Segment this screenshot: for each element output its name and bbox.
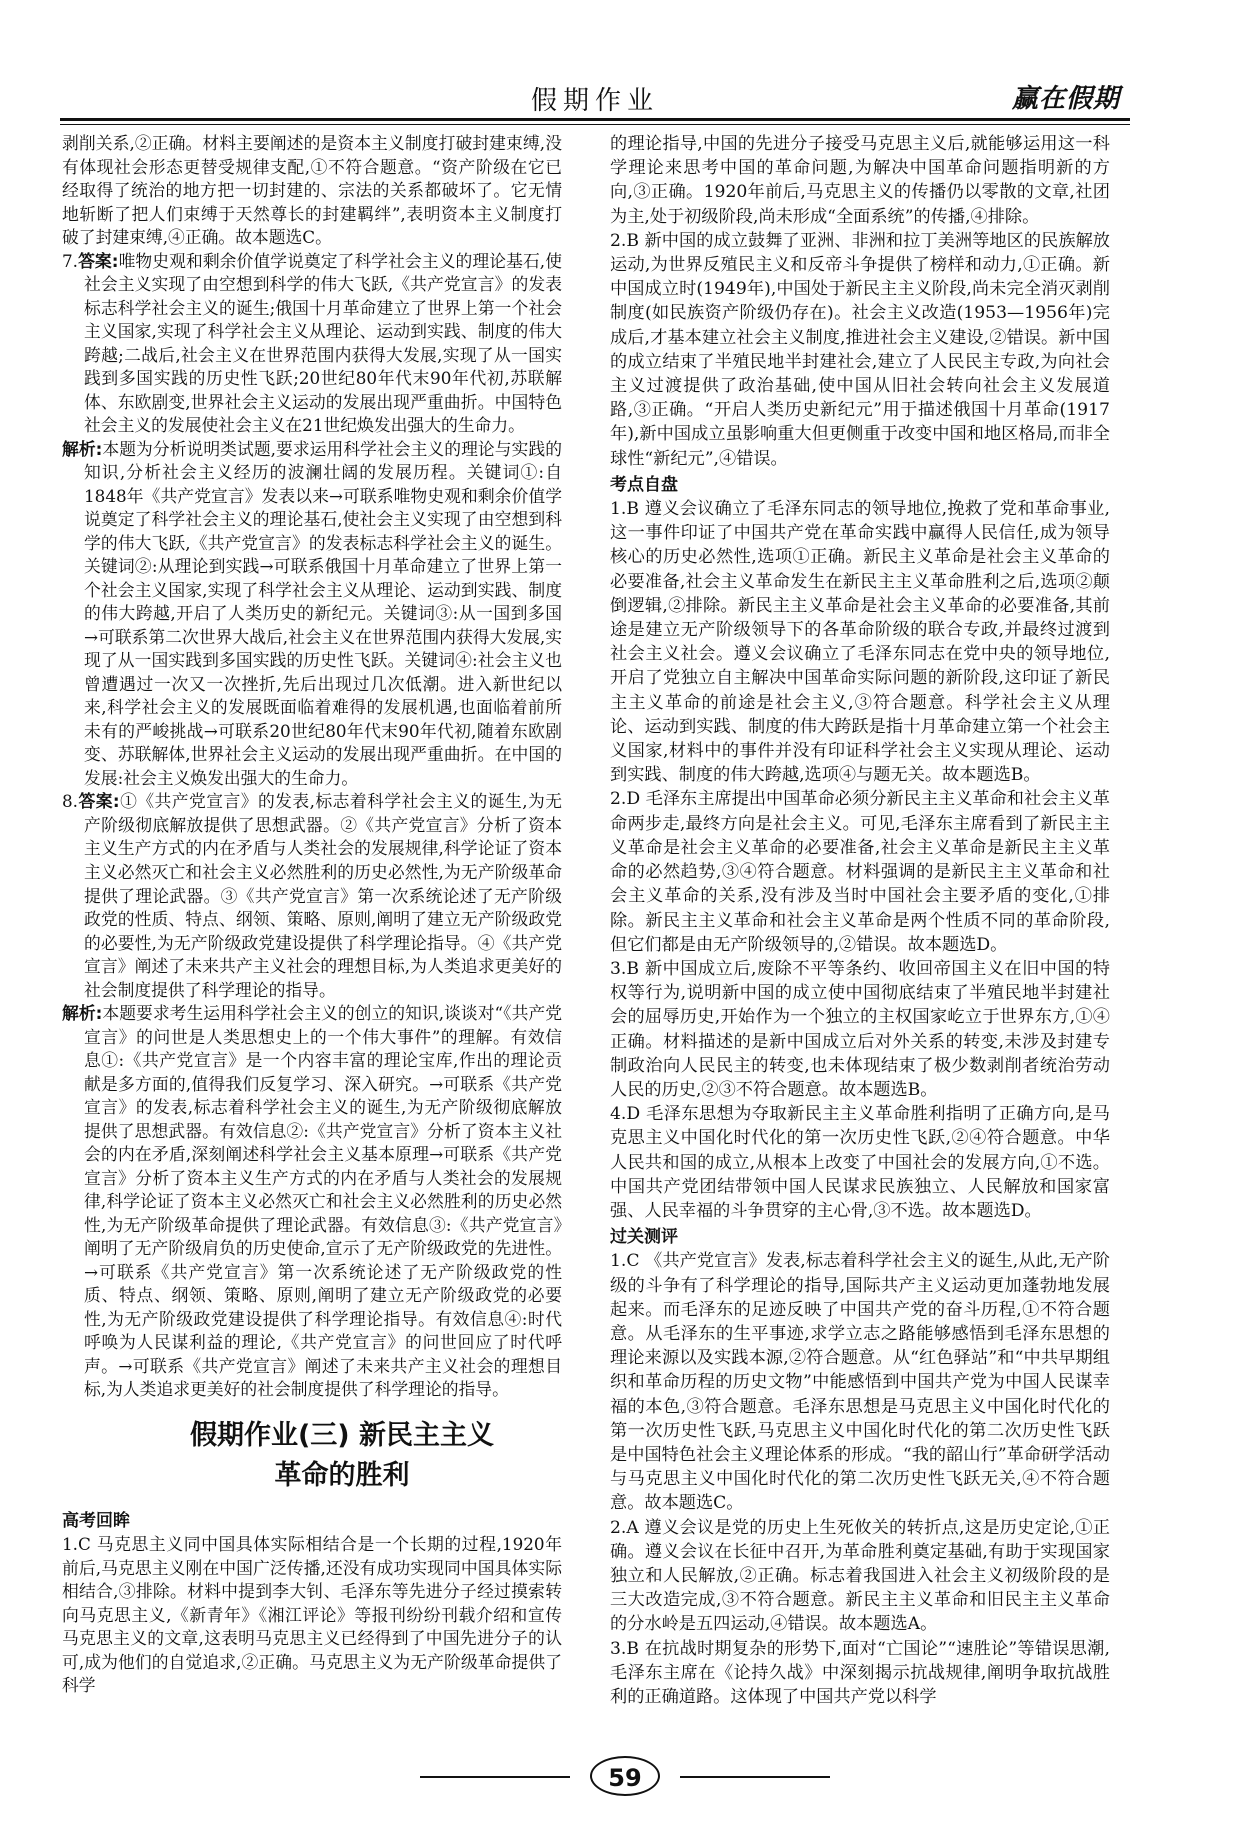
question-8 (62, 790, 562, 1002)
question-7 (62, 250, 562, 438)
kaodian-answer-3: 3.B 新中国成立后,废除不平等条约、收回帝国主义在旧中国的特权等行为,说明新中国的成立使中国彻底结束了半殖民地半封建社会的屈辱历史,开始作为一个独立的主权国家屹立于世界东方,①④正确。材料描述的是新中国成立后对外关系的转变,未涉及封建专制政治向人民民主的转变,也未体现结束了极少数剥削者统治劳动人民的历史,②③不符合题意。故本题选B。 (610, 958, 1110, 1100)
kaodian-answer-1: 1.B 遵义会议确立了毛泽东同志的领导地位,挽救了党和革命事业,这一事件印证了中国共产党在革命实践中赢得人民信任,成为领导核心的历史必然性,选项①正确。新民主义革命是社会主义革命的必要准备,社会主义革命发生在新民主主义革命胜利之后,选项②颠倒逻辑,②排除。新民主主义革命是社会主义革命的必要准备,其前途是建立无产阶级领导下的各革命阶级的联合专政,并最终过渡到社会主义社会。遵义会议确立了毛泽东同志在党中央的领导地位,开启了党独立自主解决中国革命实际问题的新阶段,这印证了新民主主义革命的前途是社会主义,③符合题意。科学社会主义从理论、运动到实践、制度的伟大跨跃是指十月革命建立第一个社会主义国家,材料中的事件并没有印证科学社会主义实现从理论、运动到实践、制度的伟大跨越,选项④与题无关。故本题选B。 (610, 499, 1110, 786)
answer-label: 答案: (78, 250, 119, 271)
guoguan-answer-2: 2.A 遵义会议是党的历史上生死攸关的转折点,这是历史定论,①正确。遵义会议在长征中召开,为革命胜利奠定基础,有助于实现国家独立和人民解放,②正确。标志着我国进入社会主义初级阶段的是三大改造完成,③不符合题意。新民主主义革命和旧民主主义革命的分水岭是五四运动,④错误。故本题选A。 (610, 1517, 1110, 1635)
footer-rule-left (420, 1776, 570, 1778)
kaodian-answer-4: 4.D 毛泽东思想为夺取新民主主义革命胜利指明了正确方向,是马克思主义中国化时代化的第一次历史性飞跃,②④符合题意。中华人民共和国的成立,从根本上改变了中国社会的发展方向,①不选。中国共产党团结带领中国人民谋求民族独立、人民解放和国家富强、人民幸福的斗争贯穿的主心骨,③不选。故本题选D。 (610, 1104, 1110, 1221)
guoguan-answer-1: 1.C 《共产党宣言》发表,标志着科学社会主义的诞生,从此,无产阶级的斗争有了科学理论的指导,国际共产主义运动更加蓬勃地发展起来。而毛泽东的足迹反映了中国共产党的奋斗历程,①不符合题意。从毛泽东的生平事迹,求学立志之路能够感悟到毛泽东思想的理论来源以及实践本源,②符合题意。从“红色驿站”和“中共早期组织和革命历程的历史文物”中能感悟到中国共产党为中国人民谋幸福的本色,③符合题意。毛泽东思想是马克思主义中国化时代化的第一次历史性飞跃,马克思主义中国化时代化的第二次历史性飞跃是中国特色社会主义理论体系的形成。“我的韶山行”革命研学活动与马克思主义中国化时代化的第二次历史性飞跃无关,④不符合题意。故本题选C。 (610, 1251, 1110, 1514)
question-number: 7. (62, 250, 79, 271)
kaodian-answer-2: 2.D 毛泽东主席提出中国革命必须分新民主主义革命和社会主义革命两步走,最终方向是社会主义。可见,毛泽东主席看到了新民主主义革命是社会主义革命的必要准备,社会主义革命是新民主主义革命的必然趋势,③④符合题意。材料强调的是新民主主义革命和社会主义革命的关系,没有涉及当时中国社会主要矛盾的变化,①排除。新民主主义革命和社会主义革命是两个性质不同的革命阶段,但它们都是由无产阶级领导的,②错误。故本题选D。 (610, 789, 1110, 955)
right-column (610, 132, 1110, 1709)
answer-label: 答案: (78, 791, 120, 812)
page-number: 59 (590, 1756, 660, 1796)
question-number: 8. (62, 791, 79, 812)
question-8-analysis (62, 1002, 562, 1402)
question-7-analysis (62, 438, 562, 791)
guoguan-answer-3: 3.B 在抗战时期复杂的形势下,面对“亡国论”“速胜论”等错误思潮,毛泽东主席在《论持久战》中深刻揭示抗战规律,阐明争取抗战胜利的正确道路。这体现了中国共产党以科学 (610, 1638, 1110, 1707)
analysis-text: 本题要求考生运用科学社会主义的创立的知识,谈谈对“《共产党宣言》的问世是人类思想史上的一个伟大事件”的理解。有效信息①:《共产党宣言》是一个内容丰富的理论宝库,作出的理论贡献是多方面的,值得我们反复学习、深入研究。→可联系《共产党宣言》的发表,标志着科学社会主义的诞生,为无产阶级彻底解放提供了思想武器。有效信息②:《共产党宣言》分析了资本主义社会的内在矛盾,深刻阐述科学社会主义基本原理→可联系《共产党宣言》分析了资本主义生产方式的内在矛盾与人类社会的发展规律,科学论证了资本主义必然灭亡和社会主义必然胜利的历史必然性,为无产阶级革命提供了理论武器。有效信息③:《共产党宣言》阐明了无产阶级肩负的历史使命,宣示了无产阶级政党的先进性。→可联系《共产党宣言》第一次系统论述了无产阶级政党的性质、特点、纲领、策略、原则,阐明了建立无产阶级政党的必要性,为无产阶级政党建设提供了科学理论指导。有效信息④:时代呼唤为人民谋利益的理论,《共产党宣言》的问世回应了时代呼声。→可联系《共产党宣言》阐述了未来共产主义社会的理想目标,为人类追求更美好的社会制度提供了科学理论的指导。 (84, 1003, 562, 1400)
section-heading-gaokao: 高考回眸 (62, 1510, 130, 1531)
page-header (60, 78, 1130, 114)
chapter-title-line1: 假期作业(三) 新民主主义 (189, 1419, 495, 1451)
header-rule (60, 118, 1130, 121)
brand-logo: 赢在假期 (1011, 84, 1120, 114)
section-heading-guoguan: 过关测评 (610, 1227, 678, 1248)
answer-text: 唯物史观和剩余价值学说奠定了科学社会主义的理论基石,使社会主义实现了由空想到科学的伟大飞跃,《共产党宣言》的发表标志科学社会主义的诞生;俄国十月革命建立了世界上第一个社会主义国家,实现了科学社会主义从理论、运动到实践、制度的伟大跨越;二战后,社会主义在世界范围内获得大发展,实现了从一国实践到多国实践的历史性飞跃;20世纪80年代末90年代初,苏联解体、东欧剧变,世界社会主义运动的发展出现严重曲折。中国特色社会主义的发展使社会主义在21世纪焕发出强大的生命力。 (84, 250, 562, 436)
analysis-label: 解析: (62, 1003, 103, 1024)
continued-answer: 剥削关系,②正确。材料主要阐述的是资本主义制度打破封建束缚,没有体现社会形态更替受规律支配,①不符合题意。“资产阶级在它已经取得了统治的地方把一切封建的、宗法的关系都破坏了。它无情地斩断了把人们束缚于天然尊长的封建羁绊”,表明资本主义制度打破了封建束缚,④正确。故本题选C。 (62, 133, 562, 248)
left-column (62, 132, 562, 1698)
analysis-text: 本题为分析说明类试题,要求运用科学社会主义的理论与实践的知识,分析社会主义经历的波澜壮阔的发展历程。关键词①:自1848年《共产党宣言》发表以来→可联系唯物史观和剩余价值学说奠定了科学社会主义的理论基石,使社会主义实现了由空想到科学的伟大飞跃,《共产党宣言》的发表标志科学社会主义的诞生。关键词②:从理论到实践→可联系俄国十月革命建立了世界上第一个社会主义国家,实现了科学社会主义从理论、运动到实践、制度的伟大跨越,开启了人类历史的新纪元。关键词③:从一国到多国→可联系第二次世界大战后,社会主义在世界范围内获得大发展,实现了从一国实践到多国实践的历史性飞跃。关键词④:社会主义也曾遭遇过一次又一次挫折,先后出现过几次低潮。进入新世纪以来,科学社会主义的发展既面临着难得的发展机遇,也面临着前所未有的严峻挑战→可联系20世纪80年代末90年代初,随着东欧剧变、苏联解体,世界社会主义运动的发展出现严重曲折。在中国的发展:社会主义焕发出强大的生命力。 (84, 438, 562, 788)
header-title: 假期作业 (530, 86, 659, 116)
chapter-title (122, 1416, 562, 1496)
footer-rule-right (680, 1776, 830, 1778)
analysis-label: 解析: (62, 438, 103, 459)
gaokao-answer-2: 2.B 新中国的成立鼓舞了亚洲、非洲和拉丁美洲等地区的民族解放运动,为世界反殖民主义和反帝斗争提供了榜样和动力,①正确。新中国成立时(1949年),中国处于新民主主义阶段,尚未完全消灭剥削制度(如民族资产阶级仍存在)。社会主义改造(1953—1956年)完成后,才基本建立社会主义制度,推进社会主义建设,②错误。新中国的成立结束了半殖民地半封建社会,建立了人民民主专政,为向社会主义过渡提供了政治基础,使中国从旧社会转向社会主义发展道路,③正确。“开启人类历史新纪元”用于描述俄国十月革命(1917年),新中国成立虽影响重大但更侧重于改变中国和地区格局,而非全球性“新纪元”,④错误。 (610, 230, 1110, 469)
chapter-title-line2: 革命的胜利 (274, 1459, 410, 1491)
gaokao-answer-1-cont: 的理论指导,中国的先进分子接受马克思主义后,就能够运用这一科学理论来思考中国的革命问题,为解决中国革命问题指明新的方向,③正确。1920年前后,马克思主义的传播仍以零散的文章,社团为主,处于初级阶段,尚未形成“全面系统”的传播,④排除。 (610, 134, 1110, 227)
section-heading-kaodian: 考点自盘 (610, 474, 678, 495)
answer-text: ①《共产党宣言》的发表,标志着科学社会主义的诞生,为无产阶级彻底解放提供了思想武器。②《共产党宣言》分析了资本主义生产方式的内在矛盾与人类社会的发展规律,科学论证了资本主义必然灭亡和社会主义必然胜利的历史必然性,为无产阶级革命提供了理论武器。③《共产党宣言》第一次系统论述了无产阶级政党的性质、特点、纲领、策略、原则,阐明了建立无产阶级政党的必要性,为无产阶级政党建设提供了科学理论指导。④《共产党宣言》阐述了未来共产主义社会的理想目标,为人类追求更美好的社会制度提供了科学理论的指导。 (84, 791, 562, 1000)
header-rule-thin (60, 124, 1130, 125)
gaokao-answer-1: 1.C 马克思主义同中国具体实际相结合是一个长期的过程,1920年前后,马克思主义刚在中国广泛传播,还没有成功实现同中国具体实际相结合,③排除。材料中提到李大钊、毛泽东等先进分子经过摸索转向马克思主义,《新青年》《湘江评论》等报刊纷纷刊载介绍和宣传马克思主义的文章,这表明马克思主义已经得到了中国先进分子的认可,成为他们的自觉追求,②正确。马克思主义为无产阶级革命提供了科学 (62, 1534, 562, 1696)
page-footer (0, 1756, 1250, 1796)
